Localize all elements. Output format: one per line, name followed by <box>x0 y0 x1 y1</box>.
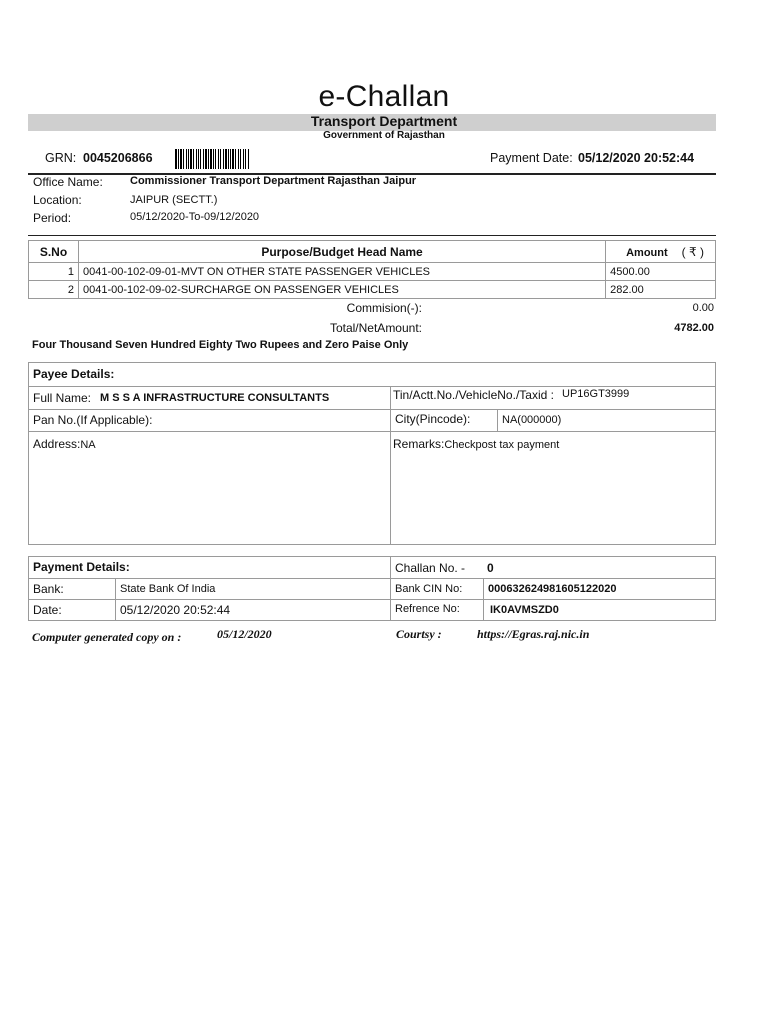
full-name-label: Full Name: <box>33 391 92 405</box>
city-label: City(Pincode): <box>395 412 471 426</box>
commission-value: 0.00 <box>692 302 714 314</box>
sno-header: S.No <box>29 241 79 263</box>
payment-divider <box>28 578 716 579</box>
pan-label: Pan No.(If Applicable): <box>33 413 153 427</box>
page-title: e-Challan <box>318 80 450 113</box>
tin-label: Tin/Actt.No./VehicleNo./Taxid : <box>393 388 554 402</box>
grn-row <box>28 149 716 173</box>
city-value: NA(000000) <box>502 414 562 426</box>
office-name-label: Office Name: <box>33 175 103 189</box>
bank-label: Bank: <box>33 582 64 596</box>
courtesy-url: https://Egras.raj.nic.in <box>477 627 590 641</box>
amount-header <box>606 241 716 263</box>
date-label: Date: <box>33 603 62 617</box>
grn-label: GRN: <box>45 151 77 165</box>
commission-label: Commision(-): <box>346 301 422 315</box>
location-value: JAIPUR (SECTT.) <box>130 194 218 206</box>
purpose-header: Purpose/Budget Head Name <box>78 241 605 263</box>
total-label: Total/NetAmount: <box>329 321 422 335</box>
payment-divider <box>28 599 716 600</box>
address-value: NA <box>80 439 96 451</box>
challan-label: Challan No. - <box>395 561 466 575</box>
payment-heading: Payment Details: <box>33 560 130 574</box>
generated-label: Computer generated copy on : <box>32 630 182 644</box>
payee-divider <box>28 431 716 432</box>
grn-value: 0045206866 <box>83 151 153 165</box>
purpose-table-header <box>29 241 716 263</box>
remarks-label <box>393 437 559 451</box>
row-sno: 1 <box>29 263 79 281</box>
address-label-text: Address: <box>33 437 81 451</box>
total-value: 4782.00 <box>674 322 714 334</box>
ref-value: IK0AVMSZD0 <box>490 604 559 616</box>
row-purpose: 0041-00-102-09-02-SURCHARGE ON PASSENGER VEHICLES <box>78 281 605 299</box>
location-label: Location: <box>33 193 82 207</box>
department-name: Transport Department <box>310 113 458 129</box>
office-divider <box>28 235 716 236</box>
generated-date: 05/12/2020 <box>217 627 272 641</box>
cin-value: 000632624981605122020 <box>488 583 617 595</box>
payee-divider <box>28 409 716 410</box>
table-row <box>29 263 716 281</box>
office-name-value: Commissioner Transport Department Rajasthan Jaipur <box>130 175 417 187</box>
ref-label: Refrence No: <box>395 603 460 615</box>
government-name: Government of Rajasthan <box>323 130 445 141</box>
payment-column-divider <box>390 556 391 621</box>
payee-column-divider <box>390 386 391 545</box>
amount-header-label: Amount <box>626 246 668 259</box>
payee-divider <box>28 386 716 387</box>
date-value: 05/12/2020 20:52:44 <box>120 603 231 617</box>
row-amount: 282.00 <box>606 281 716 299</box>
cin-divider <box>483 578 484 621</box>
period-value: 05/12/2020-To-09/12/2020 <box>130 211 260 223</box>
payment-date-label: Payment Date: <box>490 151 573 165</box>
bank-value: State Bank Of India <box>120 583 216 595</box>
full-name-value: M S S A INFRASTRUCTURE CONSULTANTS <box>100 392 330 404</box>
bank-divider <box>115 578 116 621</box>
tin-value: UP16GT3999 <box>562 388 630 400</box>
payment-date-value: 05/12/2020 20:52:44 <box>578 151 695 165</box>
courtesy-label: Courtsy : <box>396 627 442 641</box>
row-purpose: 0041-00-102-09-01-MVT ON OTHER STATE PASSENGER VEHICLES <box>78 263 605 281</box>
amount-in-words: Four Thousand Seven Hundred Eighty Two Rupees and Zero Paise Only <box>32 339 409 351</box>
challan-value: 0 <box>487 561 494 575</box>
barcode-image <box>175 149 305 169</box>
period-label: Period: <box>33 211 72 225</box>
cin-label: Bank CIN No: <box>395 583 463 595</box>
row-sno: 2 <box>29 281 79 299</box>
table-row <box>29 281 716 299</box>
payee-heading: Payee Details: <box>33 367 115 381</box>
city-divider <box>497 409 498 431</box>
address-label <box>33 437 96 451</box>
remarks-label-text: Remarks: <box>393 437 445 451</box>
row-amount: 4500.00 <box>606 263 716 281</box>
remarks-value: Checkpost tax payment <box>444 439 560 451</box>
currency-label: ( ₹ ) <box>681 244 704 259</box>
purpose-table <box>28 240 716 299</box>
